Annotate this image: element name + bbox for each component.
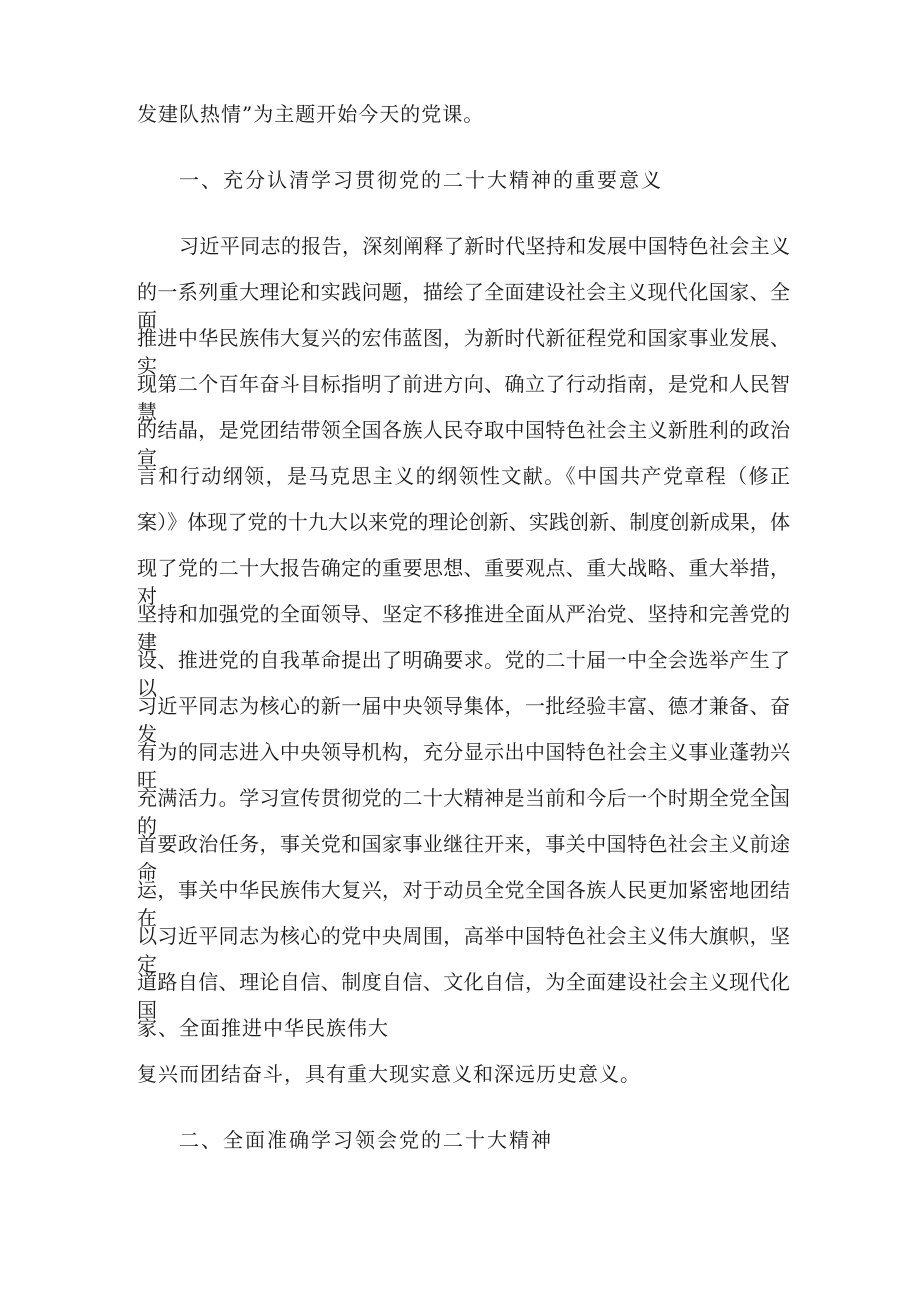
section1-line-2: 的一系列重大理论和实践问题，描绘了全面建设社会主义现代化国家、全面 (137, 280, 790, 332)
section1-line-13: 充满活力。学习宣传贯彻党的二十大精神是当前和今后一个时期全党全国的 (137, 786, 790, 838)
section1-line-17: 道路自信、理论自信、制度自信、文化自信，为全面建设社会主义现代化国 (137, 970, 790, 1022)
section1-line-14: 首要政治任务，事关党和国家事业继往开来，事关中国特色社会主义前途命 (137, 832, 790, 884)
section1-line-15: 运，事关中华民族伟大复兴，对于动员全党全国各族人民更加紧密地团结在 (137, 878, 790, 930)
section1-line-11: 习近平同志为核心的新一届中央领导集体，一批经验丰富、德才兼备、奋发 (137, 694, 790, 746)
section1-line-6: 言和行动纲领，是马克思主义的纲领性文献。《中国共产党章程（修正 (137, 464, 790, 488)
section1-heading: 一、充分认清学习贯彻党的二十大精神的重要意义 (179, 168, 663, 192)
section1-line-12: 有为的同志进入中央领导机构，充分显示出中国特色社会主义事业蓬勃兴旺、 (137, 740, 790, 792)
section1-line-7: 案）》体现了党的十九大以来党的理论创新、实践创新、制度创新成果，体 (137, 510, 790, 534)
section1-line-10: 设、推进党的自我革命提出了明确要求。党的二十届一中全会选举产生了以 (137, 648, 790, 700)
section2-heading: 二、全面准确学习领会党的二十大精神 (179, 1128, 553, 1152)
section1-line-5: 的结晶，是党团结带领全国各族人民夺取中国特色社会主义新胜利的政治宣 (137, 418, 790, 470)
section1-line-19: 复兴而团结奋斗，具有重大现实意义和深远历史意义。 (137, 1062, 641, 1086)
section1-line-4: 现第二个百年奋斗目标指明了前进方向、确立了行动指南，是党和人民智慧 (137, 372, 790, 424)
section1-line-18: 家、全面推进中华民族伟大 (137, 1016, 389, 1040)
section1-line-3: 推进中华民族伟大复兴的宏伟蓝图，为新时代新征程党和国家事业发展、实 (137, 326, 790, 378)
section1-line-16: 以习近平同志为核心的党中央周围，高举中国特色社会主义伟大旗帜，坚定 (137, 924, 790, 976)
section1-line-9: 坚持和加强党的全面领导、坚定不移推进全面从严治党、坚持和完善党的建 (137, 602, 790, 654)
section1-line-8: 现了党的二十大报告确定的重要思想、重要观点、重大战略、重大举措，对 (137, 556, 790, 608)
section1-line-1: 习近平同志的报告，深刻阐释了新时代坚持和发展中国特色社会主义 (179, 234, 790, 258)
intro-tail-line: 发建队热情”为主题开始今天的党课。 (137, 102, 485, 126)
